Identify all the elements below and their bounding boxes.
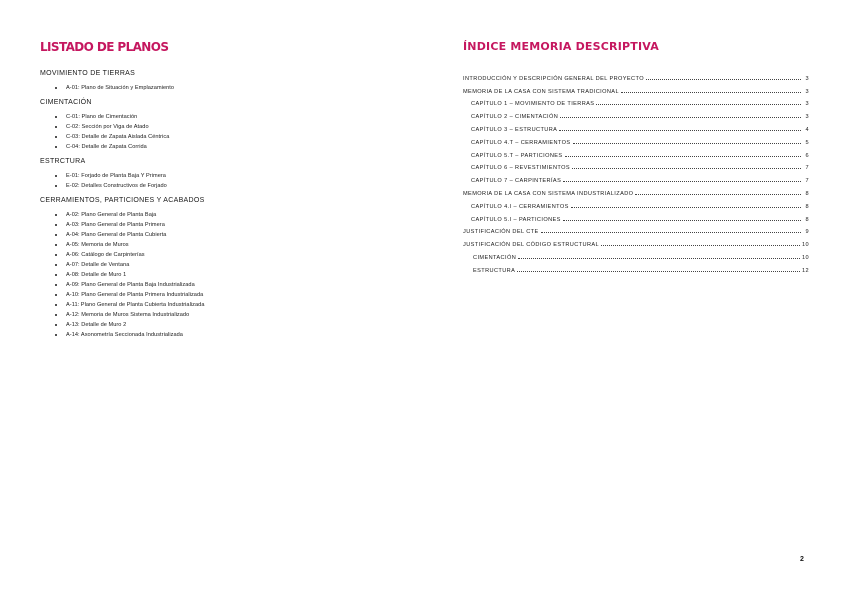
plan-list [40,83,400,93]
plan-item: A-05: Memoria de Muros [40,240,400,250]
toc-entry[interactable] [463,120,809,133]
toc-entry-title: CAPÍTULO 4.I – CERRAMIENTOS [471,203,569,210]
plan-item: C-01: Plano de Cimentación [40,112,400,122]
toc-entry[interactable] [463,171,809,184]
toc-entry-title: CAPÍTULO 5.T – PARTICIONES [471,152,563,159]
plan-item: A-14: Axonometría Seccionada Industrializada [40,330,400,340]
toc-entry[interactable] [463,248,809,261]
toc-entry[interactable] [463,69,809,82]
plan-item: A-13: Detalle de Muro 2 [40,320,400,330]
toc-entry-page: 5 [805,139,809,146]
toc-leader-dots [596,98,801,105]
plan-list [40,171,400,191]
toc-entry[interactable] [463,261,809,274]
toc-leader-dots [541,226,801,233]
toc-entry-page: 9 [805,229,809,236]
toc-entry-page: 12 [801,267,809,274]
toc-entry[interactable] [463,82,809,95]
toc-entry-page: 3 [805,101,809,108]
toc-entry-title: CIMENTACIÓN [473,254,517,261]
plan-item: A-06: Catálogo de Carpinterías [40,250,400,260]
plan-item: A-04: Plano General de Planta Cubierta [40,230,400,240]
toc-entry-page: 6 [805,152,809,159]
toc-entry-page: 10 [801,254,809,261]
plan-sections [40,70,400,340]
plan-item: A-11: Plano General de Planta Cubierta Industrializada [40,300,400,310]
toc-entry-title: JUSTIFICACIÓN DEL CTE [463,229,539,236]
toc-leader-dots [572,162,801,169]
section-heading: MOVIMIENTO DE TIERRAS [40,70,136,77]
toc-entry-page: 8 [805,216,809,223]
toc-entry-title: ESTRUCTURA [473,267,516,274]
plan-item: A-09: Plano General de Planta Baja Industrializada [40,280,400,290]
toc-entry-title: CAPÍTULO 1 – MOVIMIENTO DE TIERRAS [471,101,595,108]
toc-entry-page: 10 [801,242,809,249]
toc-entry[interactable] [463,133,809,146]
plan-item: A-12: Memoria de Muros Sistema Industrializado [40,310,400,320]
toc-list [463,69,809,274]
toc-leader-dots [601,239,800,246]
toc-leader-dots [563,214,801,221]
toc-entry-page: 8 [805,190,809,197]
toc-leader-dots [517,265,800,272]
toc-leader-dots [635,188,801,195]
toc-entry-page: 3 [805,114,809,121]
toc-entry-title: CAPÍTULO 4.T – CERRAMIENTOS [471,139,571,146]
toc-entry-page: 3 [805,75,809,82]
plan-list-column [40,40,400,346]
toc-leader-dots [559,124,801,131]
toc-entry[interactable] [463,95,809,108]
toc-entry-page: 7 [805,165,809,172]
toc-entry[interactable] [463,235,809,248]
toc-leader-dots [621,86,801,93]
section-heading: ESTRCTURA [40,158,86,165]
plan-item: C-04: Detalle de Zapata Corrida [40,142,400,152]
page-number: 2 [800,556,804,563]
toc-entry[interactable] [463,210,809,223]
toc-entry-page: 4 [805,126,809,133]
toc-entry-title: CAPÍTULO 5.I – PARTICIONES [471,216,561,223]
plan-item: C-02: Sección por Viga de Atado [40,122,400,132]
toc-leader-dots [571,201,801,208]
toc-entry[interactable] [463,184,809,197]
toc-entry-title: INTRODUCCIÓN Y DESCRIPCIÓN GENERAL DEL PROYECTO [463,75,644,82]
plan-item: E-02: Detalles Constructivos de Forjado [40,181,400,191]
toc-entry-page: 7 [805,178,809,185]
toc-entry[interactable] [463,197,809,210]
plan-list-title: LISTADO DE PLANOS [40,40,169,54]
toc-entry[interactable] [463,159,809,172]
toc-title: ÍNDICE MEMORIA DESCRIPTIVA [463,40,659,53]
toc-entry-title: CAPÍTULO 7 – CARPINTERÍAS [471,178,562,185]
toc-entry[interactable] [463,107,809,120]
plan-item: E-01: Forjado de Planta Baja Y Primera [40,171,400,181]
plan-item: A-08: Detalle de Muro 1 [40,270,400,280]
toc-entry-title: MEMORIA DE LA CASA CON SISTEMA TRADICIONAL [463,88,619,95]
plan-list [40,112,400,152]
toc-leader-dots [563,175,801,182]
toc-entry-title: MEMORIA DE LA CASA CON SISTEMA INDUSTRIALIZADO [463,190,634,197]
toc-leader-dots [518,252,800,259]
plan-list [40,210,400,340]
plan-item: A-03: Plano General de Planta Primera [40,220,400,230]
toc-leader-dots [646,73,801,80]
toc-entry[interactable] [463,146,809,159]
toc-entry-title: CAPÍTULO 2 – CIMENTACIÓN [471,114,559,121]
plan-item: A-10: Plano General de Planta Primera Industrializada [40,290,400,300]
toc-entry-page: 8 [805,203,809,210]
toc-entry-title: CAPÍTULO 6 – REVESTIMIENTOS [471,165,570,172]
toc-leader-dots [560,111,801,118]
plan-item: C-03: Detalle de Zapata Aislada Céntrica [40,132,400,142]
section-heading: CERRAMIENTOS, PARTICIONES Y ACABADOS [40,197,205,204]
toc-entry-page: 3 [805,88,809,95]
plan-item: A-01: Plano de Situación y Emplazamiento [40,83,400,93]
toc-leader-dots [573,137,802,144]
toc-entry-title: CAPÍTULO 3 – ESTRUCTURA [471,126,558,133]
toc-entry[interactable] [463,223,809,236]
section-heading: CIMENTACIÓN [40,99,92,106]
plan-item: A-07: Detalle de Ventana [40,260,400,270]
toc-leader-dots [565,150,801,157]
toc-column [463,40,809,274]
toc-entry-title: JUSTIFICACIÓN DEL CÓDIGO ESTRUCTURAL [463,242,600,249]
plan-item: A-02: Plano General de Planta Baja [40,210,400,220]
